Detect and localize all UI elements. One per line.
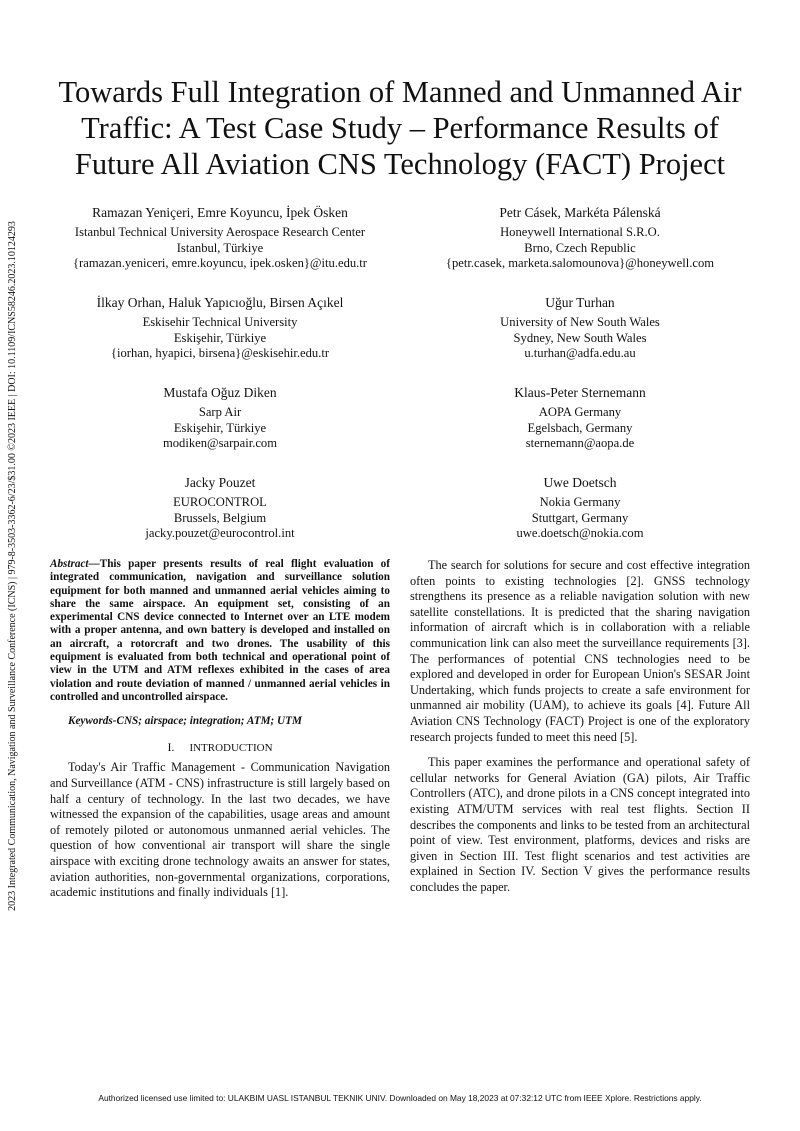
title-line: Towards Full Integration of Manned and Unmanned Air — [58, 75, 742, 109]
license-footer: Authorized licensed use limited to: ULAKBIM UASL ISTANBUL TEKNIK UNIV. Downloaded on May 18,2023 at 07:32:12 UTC from IEEE Xplore. Restrictions apply. — [98, 1093, 702, 1103]
body-paragraph: This paper examines the performance and operational safety of cellular networks for General Aviation (GA) pilots, Air Traffic Controllers (ATC), and drone pilots in a CNS concept integrated into existing ATM/UTM services with real test flights. Section II describes the components and links to be tested from an architectural point of view. Test environment, platforms, devices and risks are given in Section III. Test flight scenarios and test activities are explained in Section IV. Section V gives the performance results concludes the paper. — [410, 755, 750, 894]
section-number: I. — [167, 739, 175, 754]
email: jacky.pouzet@eurocontrol.int — [145, 526, 295, 541]
section-heading — [50, 740, 390, 757]
affiliation: Eskisehir Technical University — [142, 314, 298, 329]
intro-paragraph: Today's Air Traffic Management - Communication Navigation and Surveillance (ATM - CNS) infrastructure is still largely based on half a century of technology. In the last two decades, we have witnessed the expansion of the capabilities, usage areas and amount of remotely piloted or autonomous unmanned aerial vehicles. The question of how conventional air transport will share the single airspace with exciting drone technology awaits an answer for states, aviation authorities, non-governmental organizations, corporations, academic institutions and finally individuals [1]. — [50, 760, 390, 900]
abstract-text: —This paper presents results of real flight evaluation of integrated communication, navigation and surveillance solution equipment for both manned and unmanned aerial vehicles aiming to share the same airspace. An equipment set, consisting of an experimental CNS device connected to Internet over an LTE modem with a proper antenna, and own battery is developed and installed on an aircraft, a rotorcraft and two drones. The usability of this equipment is evaluated from both technical and operational point of view in the UTM and ATM reflexes exhibited in the cases of area violation and route deviation of manned / unmanned aerial vehicles in controlled and uncontrolled airspace. — [50, 558, 390, 703]
author-block — [50, 475, 390, 542]
affiliation: Honeywell International S.R.O. — [500, 224, 660, 239]
email: modiken@sarpair.com — [162, 436, 278, 451]
left-column — [50, 558, 390, 911]
location: Sydney, New South Wales — [513, 330, 647, 345]
title-line: Future All Aviation CNS Technology (FACT) Project — [74, 147, 726, 181]
email: {iorhan, hyapici, birsena}@eskisehir.edu.tr — [110, 346, 330, 361]
author-block — [410, 475, 750, 542]
affiliation: Nokia Germany — [539, 494, 621, 509]
email: uwe.doetsch@nokia.com — [516, 526, 644, 541]
author-names: Petr Cásek, Markéta Pálenská — [499, 205, 661, 220]
author-block — [410, 385, 750, 452]
location: Brno, Czech Republic — [524, 240, 636, 255]
affiliation: Istanbul Technical University Aerospace Research Center — [74, 224, 366, 239]
location: Eskişehir, Türkiye — [173, 420, 267, 435]
author-names: İlkay Orhan, Haluk Yapıcıoğlu, Birsen Açıkel — [96, 295, 344, 310]
doi-sidebar-text: 2023 Integrated Communication, Navigation and Surveillance Conference (ICNS) | 979-8-3503-3362-6/23/$31.00 ©2023 IEEE | DOI: 10.1109/ICNS58246.2023.10124293 — [7, 221, 18, 911]
right-column — [410, 558, 750, 905]
location: Istanbul, Türkiye — [176, 240, 264, 255]
author-names: Mustafa Oğuz Diken — [163, 385, 277, 400]
affiliation: AOPA Germany — [538, 404, 622, 419]
location: Eskişehir, Türkiye — [173, 330, 267, 345]
keywords: Keywords-CNS; airspace; integration; ATM; UTM — [68, 715, 302, 728]
paper-title — [40, 74, 760, 182]
email: {ramazan.yeniceri, emre.koyuncu, ipek.osken}@itu.edu.tr — [73, 256, 367, 271]
body-paragraph: The search for solutions for secure and cost effective integration often points to existing technologies [2]. GNSS technology strengthens its presence as a reliable navigation solution with new satellite constellations. It is predicted that the sharing navigation information of aircraft which is in collaboration with a reliable communication link can also meet the surveillance requirements [3]. The performances of potential CNS technologies need to be explored and developed in order for European Union's SESAR Joint Undertaking, which funds projects to create a safe environment for unmanned air mobility (UAM), to achieve its goals [4]. Future All Aviation CNS Technology (FACT) Project is one of the exploratory research projects funded to meet this need [5]. — [410, 558, 750, 744]
author-names: Ramazan Yeniçeri, Emre Koyuncu, İpek Ösken — [92, 205, 348, 220]
author-names: Uwe Doetsch — [543, 475, 617, 490]
section-title: INTRODUCTION — [189, 741, 273, 754]
author-block — [50, 385, 390, 452]
location: Egelsbach, Germany — [527, 420, 633, 435]
author-block — [50, 205, 390, 272]
affiliation: EUROCONTROL — [173, 494, 267, 509]
location: Brussels, Belgium — [173, 510, 267, 525]
email: u.turhan@adfa.edu.au — [524, 346, 636, 361]
abstract — [50, 558, 390, 704]
email: {petr.casek, marketa.salomounova}@honeywell.com — [445, 256, 715, 271]
title-line: Traffic: A Test Case Study – Performance Results of — [81, 111, 719, 145]
doi-sidebar — [5, 191, 21, 941]
affiliation: Sarp Air — [198, 404, 242, 419]
author-block — [50, 295, 390, 362]
author-names: Uğur Turhan — [545, 295, 615, 310]
author-block — [410, 295, 750, 362]
author-block — [410, 205, 750, 272]
author-names: Jacky Pouzet — [184, 475, 256, 490]
abstract-label: Abstract — [50, 558, 89, 570]
location: Stuttgart, Germany — [531, 510, 629, 525]
affiliation: University of New South Wales — [500, 314, 660, 329]
author-names: Klaus-Peter Sternemann — [514, 385, 646, 400]
email: sternemann@aopa.de — [525, 436, 635, 451]
